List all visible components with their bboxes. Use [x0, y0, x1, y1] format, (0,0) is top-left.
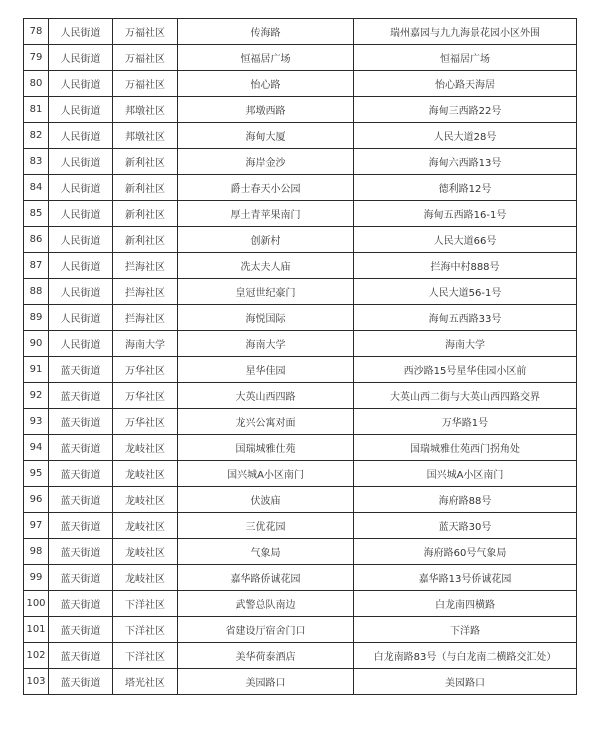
community-cell: 塔光社区	[113, 669, 178, 695]
community-cell: 拦海社区	[113, 305, 178, 331]
address-cell: 嘉华路13号侨诚花园	[354, 565, 577, 591]
street-cell: 人民街道	[49, 305, 113, 331]
address-cell: 拦海中村888号	[354, 253, 577, 279]
community-cell: 龙岐社区	[113, 461, 178, 487]
address-cell: 德利路12号	[354, 175, 577, 201]
row-number-cell: 90	[24, 331, 49, 357]
table-row	[24, 409, 577, 435]
row-number-cell: 103	[24, 669, 49, 695]
row-number-cell: 97	[24, 513, 49, 539]
location-cell: 厚土青苹果南门	[178, 201, 354, 227]
street-cell: 人民街道	[49, 123, 113, 149]
address-cell: 海府路60号气象局	[354, 539, 577, 565]
street-cell: 蓝天街道	[49, 435, 113, 461]
location-cell: 武警总队南边	[178, 591, 354, 617]
table-row	[24, 19, 577, 45]
location-cell: 海悦国际	[178, 305, 354, 331]
community-cell: 龙岐社区	[113, 539, 178, 565]
street-cell: 人民街道	[49, 201, 113, 227]
table-row	[24, 591, 577, 617]
street-cell: 蓝天街道	[49, 487, 113, 513]
street-cell: 人民街道	[49, 19, 113, 45]
table-row	[24, 175, 577, 201]
street-cell: 蓝天街道	[49, 591, 113, 617]
street-cell: 人民街道	[49, 279, 113, 305]
address-cell: 海甸五西路16-1号	[354, 201, 577, 227]
community-cell: 海南大学	[113, 331, 178, 357]
table-row	[24, 487, 577, 513]
table-row	[24, 331, 577, 357]
street-cell: 人民街道	[49, 253, 113, 279]
community-cell: 邦墩社区	[113, 97, 178, 123]
table-row	[24, 123, 577, 149]
street-cell: 蓝天街道	[49, 643, 113, 669]
location-cell: 海岸金沙	[178, 149, 354, 175]
address-cell: 海甸三西路22号	[354, 97, 577, 123]
table-row	[24, 279, 577, 305]
row-number-cell: 92	[24, 383, 49, 409]
address-cell: 恒福居广场	[354, 45, 577, 71]
address-cell: 国瑞城雅仕苑西门拐角处	[354, 435, 577, 461]
address-cell: 海府路88号	[354, 487, 577, 513]
community-cell: 新利社区	[113, 149, 178, 175]
address-cell: 海甸六西路13号	[354, 149, 577, 175]
row-number-cell: 87	[24, 253, 49, 279]
address-cell: 白龙南路83号（与白龙南二横路交汇处）	[354, 643, 577, 669]
location-cell: 恒福居广场	[178, 45, 354, 71]
street-cell: 人民街道	[49, 45, 113, 71]
location-cell: 嘉华路侨诚花园	[178, 565, 354, 591]
table-row	[24, 253, 577, 279]
community-cell: 拦海社区	[113, 253, 178, 279]
address-cell: 海甸五西路33号	[354, 305, 577, 331]
address-cell: 美园路口	[354, 669, 577, 695]
address-cell: 白龙南四横路	[354, 591, 577, 617]
street-cell: 人民街道	[49, 97, 113, 123]
location-cell: 龙兴公寓对面	[178, 409, 354, 435]
table-row	[24, 227, 577, 253]
location-cell: 海甸大厦	[178, 123, 354, 149]
table-row	[24, 305, 577, 331]
table-row	[24, 71, 577, 97]
community-cell: 拦海社区	[113, 279, 178, 305]
row-number-cell: 80	[24, 71, 49, 97]
address-cell: 万华路1号	[354, 409, 577, 435]
row-number-cell: 83	[24, 149, 49, 175]
community-cell: 新利社区	[113, 175, 178, 201]
location-cell: 传海路	[178, 19, 354, 45]
community-cell: 万华社区	[113, 409, 178, 435]
address-cell: 怡心路天海居	[354, 71, 577, 97]
location-cell: 国瑞城雅仕苑	[178, 435, 354, 461]
table-row	[24, 45, 577, 71]
table-row	[24, 513, 577, 539]
location-cell: 冼太夫人庙	[178, 253, 354, 279]
row-number-cell: 85	[24, 201, 49, 227]
row-number-cell: 88	[24, 279, 49, 305]
table-row	[24, 149, 577, 175]
address-cell: 人民大道56-1号	[354, 279, 577, 305]
community-cell: 新利社区	[113, 201, 178, 227]
community-cell: 万福社区	[113, 45, 178, 71]
address-cell: 蓝天路30号	[354, 513, 577, 539]
row-number-cell: 89	[24, 305, 49, 331]
street-cell: 人民街道	[49, 331, 113, 357]
location-cell: 美园路口	[178, 669, 354, 695]
table-row	[24, 461, 577, 487]
street-cell: 人民街道	[49, 227, 113, 253]
community-cell: 龙岐社区	[113, 487, 178, 513]
row-number-cell: 81	[24, 97, 49, 123]
location-cell: 省建设厅宿舍门口	[178, 617, 354, 643]
row-number-cell: 86	[24, 227, 49, 253]
table-row	[24, 383, 577, 409]
location-cell: 大英山西四路	[178, 383, 354, 409]
row-number-cell: 78	[24, 19, 49, 45]
table-row	[24, 617, 577, 643]
street-cell: 蓝天街道	[49, 565, 113, 591]
row-number-cell: 99	[24, 565, 49, 591]
address-cell: 人民大道66号	[354, 227, 577, 253]
row-number-cell: 100	[24, 591, 49, 617]
community-cell: 新利社区	[113, 227, 178, 253]
address-cell: 国兴城A小区南门	[354, 461, 577, 487]
address-cell: 西沙路15号星华佳园小区前	[354, 357, 577, 383]
location-cell: 爵士春天小公园	[178, 175, 354, 201]
street-cell: 蓝天街道	[49, 539, 113, 565]
row-number-cell: 79	[24, 45, 49, 71]
location-cell: 三优花园	[178, 513, 354, 539]
location-cell: 海南大学	[178, 331, 354, 357]
community-cell: 下洋社区	[113, 643, 178, 669]
street-cell: 蓝天街道	[49, 409, 113, 435]
table-row	[24, 357, 577, 383]
community-cell: 万华社区	[113, 383, 178, 409]
community-cell: 万福社区	[113, 71, 178, 97]
table-row	[24, 435, 577, 461]
row-number-cell: 98	[24, 539, 49, 565]
street-cell: 蓝天街道	[49, 513, 113, 539]
location-cell: 邦墩西路	[178, 97, 354, 123]
street-cell: 蓝天街道	[49, 461, 113, 487]
location-table	[23, 18, 577, 695]
community-cell: 万华社区	[113, 357, 178, 383]
address-cell: 人民大道28号	[354, 123, 577, 149]
community-cell: 下洋社区	[113, 617, 178, 643]
row-number-cell: 95	[24, 461, 49, 487]
community-cell: 邦墩社区	[113, 123, 178, 149]
table-row	[24, 565, 577, 591]
address-cell: 大英山西二街与大英山西四路交界	[354, 383, 577, 409]
location-cell: 怡心路	[178, 71, 354, 97]
table-row	[24, 643, 577, 669]
address-cell: 海南大学	[354, 331, 577, 357]
location-cell: 气象局	[178, 539, 354, 565]
street-cell: 蓝天街道	[49, 357, 113, 383]
street-cell: 人民街道	[49, 149, 113, 175]
table-row	[24, 201, 577, 227]
address-cell: 瑞州嘉园与九九海景花园小区外围	[354, 19, 577, 45]
location-cell: 星华佳园	[178, 357, 354, 383]
row-number-cell: 94	[24, 435, 49, 461]
street-cell: 蓝天街道	[49, 383, 113, 409]
location-cell: 伏波庙	[178, 487, 354, 513]
location-cell: 美华荷泰酒店	[178, 643, 354, 669]
table-row	[24, 97, 577, 123]
community-cell: 龙岐社区	[113, 565, 178, 591]
street-cell: 人民街道	[49, 71, 113, 97]
location-cell: 皇冠世纪豪门	[178, 279, 354, 305]
location-cell: 国兴城A小区南门	[178, 461, 354, 487]
community-cell: 万福社区	[113, 19, 178, 45]
row-number-cell: 84	[24, 175, 49, 201]
street-cell: 蓝天街道	[49, 617, 113, 643]
row-number-cell: 91	[24, 357, 49, 383]
table-row	[24, 539, 577, 565]
row-number-cell: 82	[24, 123, 49, 149]
location-cell: 创新村	[178, 227, 354, 253]
address-cell: 下洋路	[354, 617, 577, 643]
community-cell: 下洋社区	[113, 591, 178, 617]
street-cell: 蓝天街道	[49, 669, 113, 695]
community-cell: 龙岐社区	[113, 435, 178, 461]
street-cell: 人民街道	[49, 175, 113, 201]
row-number-cell: 102	[24, 643, 49, 669]
row-number-cell: 93	[24, 409, 49, 435]
table-row	[24, 669, 577, 695]
row-number-cell: 96	[24, 487, 49, 513]
community-cell: 龙岐社区	[113, 513, 178, 539]
row-number-cell: 101	[24, 617, 49, 643]
table-body	[24, 19, 577, 695]
